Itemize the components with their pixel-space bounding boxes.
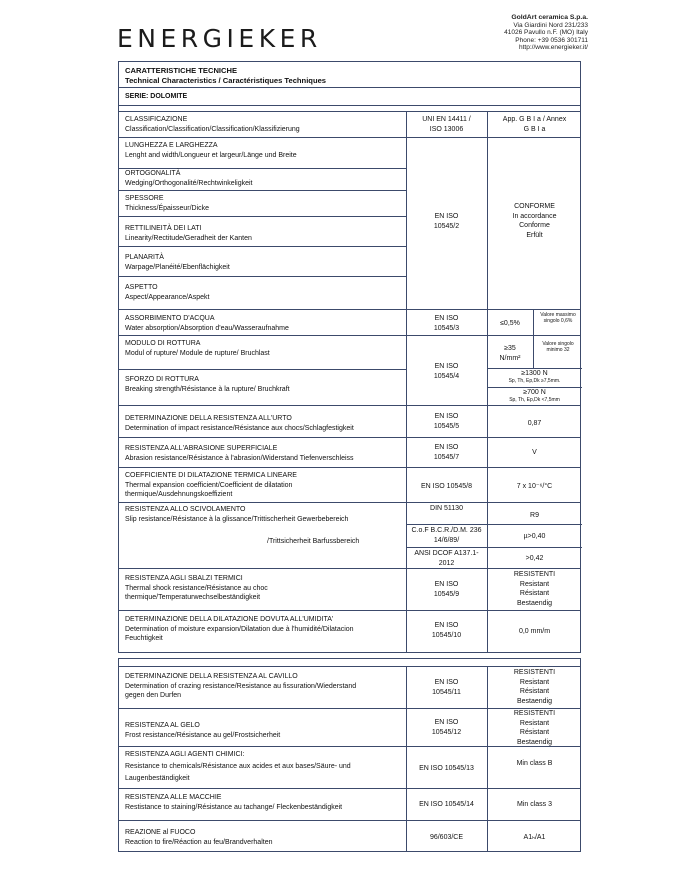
umidita-norm: EN ISO 10545/10 <box>431 622 462 639</box>
scivolamento-barefoot-label: /Trittsicherheit Barfussbereich <box>267 538 360 545</box>
energieker-logo: ENERGIEKER <box>117 24 322 53</box>
serie-label: SERIE: DOLOMITE <box>125 93 188 100</box>
sub-divider <box>533 310 534 336</box>
dilatazione-label: COEFFICIENTE DI DILATAZIONE TERMICA LINEARE Thermal expansion coefficient/Coefficient de dilatation thermique/Ausdehnungskoeffizient <box>125 472 297 498</box>
sbalzi-norm: EN ISO 10545/9 <box>433 581 460 598</box>
spessore-label: SPESSORE Thickness/Épaisseur/Dicke <box>125 195 210 212</box>
gelo-label: RESISTENZA AL GELO Frost resistance/Résistance au gel/Frostsicherheit <box>125 722 281 739</box>
fuoco-label: REAZIONE al FUOCO Reaction to fire/Réaction au feu/Brandverhalten <box>125 829 273 846</box>
sub-divider <box>533 336 534 368</box>
cavillo-value: RESISTENTI Resistant Résistant Bestaendig <box>513 669 556 705</box>
rettilineita-label: RETTILINEITÀ DEI LATI Linearity/Rectitude/Geradheit der Kanten <box>125 225 252 242</box>
modulo-value: ≥35 N/mm² <box>499 345 521 362</box>
sbalzi-label: RESISTENZA AGLI SBALZI TERMICI Thermal shock resistance/Résistance au choc thermique/Temperaturwechselbeständigkeit <box>125 575 268 601</box>
div-line <box>487 368 582 369</box>
scivolamento-value-ansi: >0,42 <box>525 555 544 562</box>
scivolamento-value-cof: µ>0,40 <box>523 533 546 540</box>
fuoco-norm: 96/603/CE <box>429 834 464 841</box>
gelo-norm: EN ISO 10545/12 <box>431 719 462 736</box>
technical-table-secondary <box>118 658 581 852</box>
urto-value: 0,87 <box>527 420 542 427</box>
modulo-label: MODULO DI ROTTURA Modul of rupture/ Module de rupture/ Bruchlast <box>125 340 270 357</box>
scivolamento-value-r: R9 <box>530 512 539 519</box>
scivolamento-norm-cof: C.o.F B.C.R./D.M. 236 14/6/89/ <box>411 527 482 544</box>
sforzo-value-1: ≥1300 N Sp, Th, Ep,Dk ≥7,5mm. <box>508 370 561 384</box>
company-website[interactable]: http://www.energieker.it/ <box>518 44 588 52</box>
sforzo-label: SFORZO DI ROTTURA Breaking strength/Résistance à la rupture/ Bruchkraft <box>125 376 290 393</box>
scivolamento-norm-din: DIN 51130 <box>430 505 463 512</box>
table-title-row <box>119 62 580 88</box>
company-phone: Phone: +39 0536 301711 <box>515 36 588 44</box>
dilatazione-norm: EN ISO 10545/8 <box>421 483 472 490</box>
spacer-row <box>119 659 580 667</box>
dilatazione-value: 7 x 10⁻⁶/°C <box>516 483 553 490</box>
gelo-value: RESISTENTI Resistant Résistant Bestaendig <box>513 710 556 746</box>
aspetto-label: ASPETTO Aspect/Appearance/Aspekt <box>125 284 210 301</box>
group2-norm: EN ISO 10545/4 <box>433 363 460 380</box>
chimici-label: RESISTENZA AGLI AGENTI CHIMICI: Resistance to chemicals/Résistance aux acides et aux bases/Säure- und Laugenbeständigkeit <box>125 751 351 782</box>
company-address: Via Giardini Nord 231/233 <box>513 21 588 29</box>
assorbimento-label: ASSORBIMENTO D'ACQUA Water absorption/Absorption d'eau/Wasseraufnahme <box>125 315 289 332</box>
assorbimento-note: Valore massimo singolo 0,6% <box>540 312 576 324</box>
company-city: 41026 Pavullo n.F. (MO) Italy <box>504 29 588 37</box>
classificazione-label: CLASSIFICAZIONE Classification/Classification/Classification/Klassifizierung <box>125 116 300 133</box>
umidita-label: DETERMINAZIONE DELLA DILATAZIONE DOVUTA ALL'UMIDITA' Determination of moisture expansion/Dilatation due à l'humidité/Dilatacion Feuchtigkeit <box>125 616 354 642</box>
abrasione-label: RESISTENZA ALL'ABRASIONE SUPERFICIALE Abrasion resistance/Résistance à l'abrasion/Widerstand Tiefenverschleiss <box>125 445 354 462</box>
div-line <box>119 369 406 370</box>
macchie-value: Min class 3 <box>516 801 552 808</box>
fuoco-value: A1ₕ/A1 <box>523 834 546 841</box>
urto-norm: EN ISO 10545/5 <box>433 413 460 430</box>
macchie-norm: EN ISO 10545/14 <box>419 801 474 808</box>
classificazione-value: App. G B I a / Annex G B I a <box>502 116 567 133</box>
urto-label: DETERMINAZIONE DELLA RESISTENZA ALL'URTO Determination of impact resistance/Résistance aux chocs/Schlagfestigkeit <box>125 415 354 432</box>
umidita-value: 0,0 mm/m <box>518 628 551 635</box>
div-line <box>406 547 582 548</box>
abrasione-norm: EN ISO 10545/7 <box>433 444 460 461</box>
div-line <box>487 387 582 388</box>
table-title: CARATTERISTICHE TECNICHE Technical Characteristics / Caractéristiques Techniques <box>125 66 327 85</box>
company-name: GoldArt ceramica S.p.a. <box>511 14 588 21</box>
abrasione-value: V <box>532 449 537 456</box>
group1-norm: EN ISO 10545/2 <box>433 213 460 230</box>
assorbimento-norm: EN ISO 10545/3 <box>433 315 460 332</box>
cavillo-norm: EN ISO 10545/11 <box>432 679 461 696</box>
chimici-value: Min class B <box>516 760 553 767</box>
group1-value: CONFORME In accordance Conforme Erfült <box>512 203 557 239</box>
company-info <box>504 14 588 52</box>
lunghezza-label: LUNGHEZZA E LARGHEZZA Lenght and width/Longueur et largeur/Länge und Breite <box>125 142 297 159</box>
scivolamento-norm-ansi: ANSI DCOF A137.1-2012 <box>414 550 479 567</box>
modulo-note: Valore singolo minimo 32 <box>542 341 574 353</box>
assorbimento-value: ≤0,5% <box>500 320 520 327</box>
chimici-norm: EN ISO 10545/13 <box>419 765 474 772</box>
div-line <box>406 524 582 525</box>
scivolamento-label: RESISTENZA ALLO SCIVOLAMENTO Slip resistance/Résistance à la glissance/Trittischerheit Gewerbebereich <box>125 506 349 523</box>
serie-row <box>119 88 580 106</box>
sbalzi-value: RESISTENTI Resistant Résistant Bestaendig <box>513 571 556 607</box>
classificazione-norm: UNI EN 14411 / ISO 13006 <box>422 116 471 133</box>
technical-table-main <box>118 61 581 653</box>
planarita-label: PLANARITÀ Warpage/Planéité/Ebenflächigkeit <box>125 254 230 271</box>
ortogonalita-label: ORTOGONALITÀ Wedging/Orthogonalité/Rechtwinkeligkeit <box>125 170 253 187</box>
cavillo-label: DETERMINAZIONE DELLA RESISTENZA AL CAVILLO Determination of crazing resistance/Resistance au fissuration/Wiederstand gegen den Durfen <box>125 673 357 699</box>
macchie-label: RESISTENZA ALLE MACCHIE Restistance to staining/Résistance au tachange/ Fleckenbeständigkeit <box>125 794 343 811</box>
sforzo-value-2: ≥700 N Sp, Th, Ep,Dk <7,5mm <box>509 389 560 403</box>
